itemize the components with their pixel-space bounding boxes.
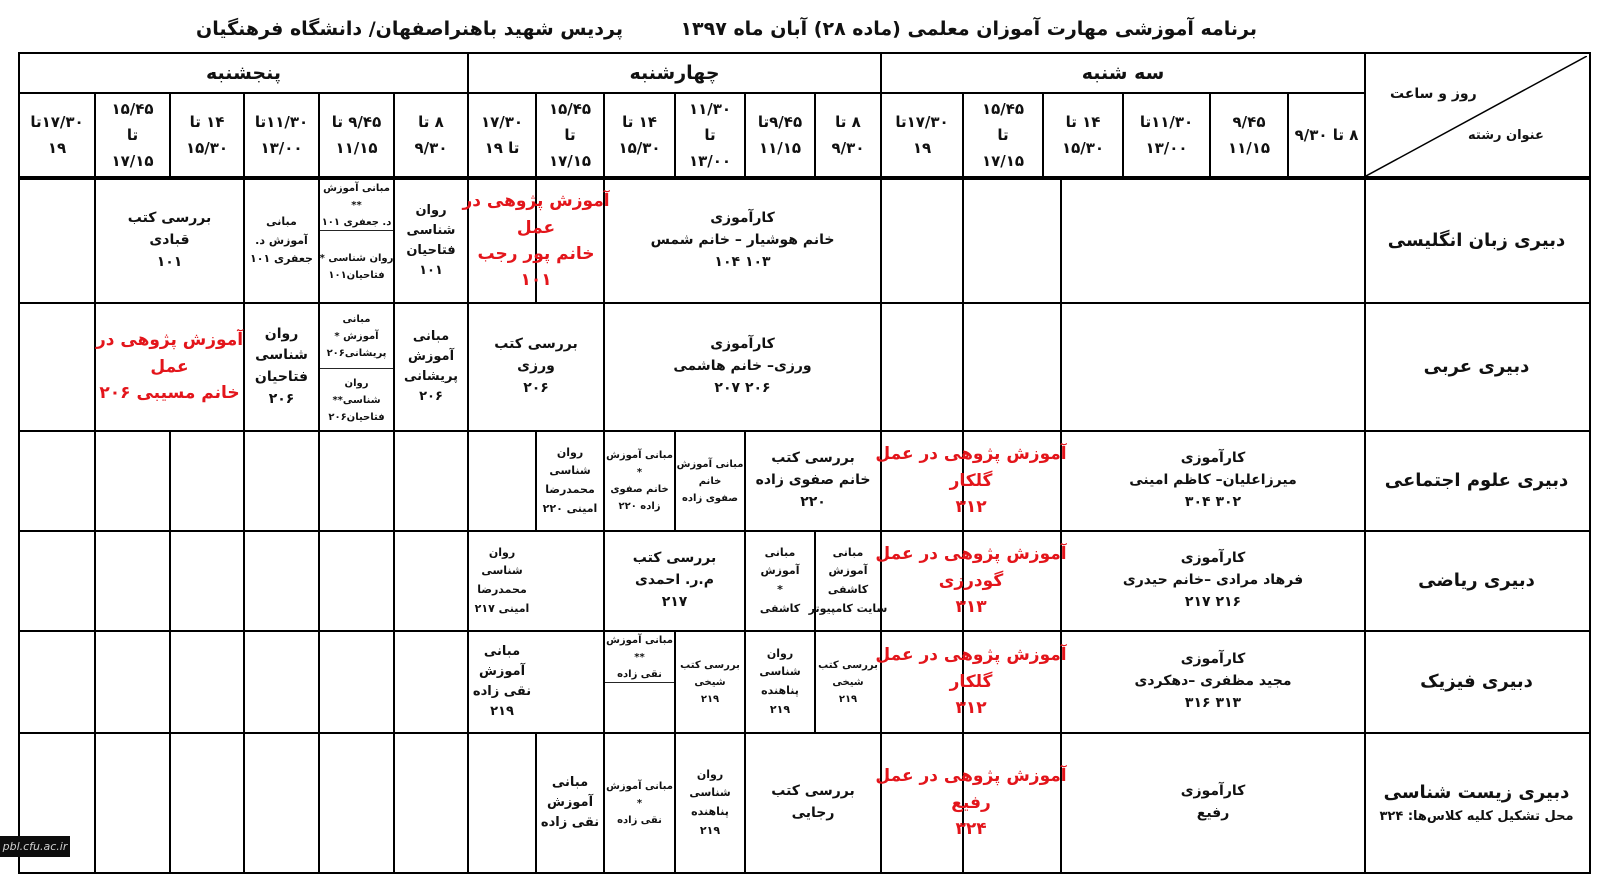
cell-text: مبانی — [832, 545, 864, 559]
cell-text: مبانی — [551, 774, 589, 790]
cell-text: ۲۰۶ — [523, 379, 549, 396]
cell-text: زاده ۲۲۰ — [618, 501, 661, 512]
cell-text: ۲۱۶ ۲۱۷ — [1184, 593, 1242, 610]
cell-text: عمل — [150, 356, 189, 377]
cell-text: بررسی کتب — [680, 659, 740, 671]
grid-line — [94, 732, 96, 872]
cell-text: خانم صفوی — [610, 484, 669, 495]
cell-text: فتاحیان۲۰۶ — [328, 411, 385, 423]
grid-line — [393, 530, 395, 630]
cell-text: آموزش پژوهی در عمل — [875, 766, 1067, 787]
cell-text: مبانی آموزش — [676, 458, 744, 470]
cell-text: کارآموزی — [1180, 783, 1246, 800]
physics-wed-barresi1 — [816, 632, 880, 732]
cell-text: شناسی — [689, 786, 731, 800]
cell-text: ۲۱۹ — [490, 704, 514, 720]
social-wed-mabani1 — [676, 432, 744, 530]
cell-text: بررسی کتب — [494, 336, 578, 353]
slot-text: ۱۱/۳۰تا — [1139, 112, 1194, 131]
cell-text: ۲۰۶ — [419, 389, 443, 405]
cell-text: گودرزی — [938, 570, 1004, 591]
cell-text: پریشانی۲۰۶ — [326, 347, 387, 359]
grid-line — [467, 54, 469, 874]
social-wed-barresi — [746, 432, 880, 530]
cell-text: آموزش پژوهی در عمل — [875, 544, 1067, 565]
bio-wed-ravan — [676, 734, 744, 872]
cell-text: روان — [264, 325, 299, 342]
arabic-thu-ravan — [245, 304, 318, 430]
major-3 — [1366, 532, 1587, 630]
social-tue-karamoozi — [1062, 432, 1364, 530]
site-logo: pbl.cfu.ac.ir — [0, 836, 70, 857]
slot-text: تا ۱۹ — [484, 139, 520, 157]
social-tue-research — [875, 432, 1067, 530]
slot-text: ۹/۴۵ — [1232, 112, 1266, 131]
social-wed-ravan — [537, 432, 603, 530]
cell-text: خانم پور رجب — [477, 244, 595, 264]
grid-line — [243, 732, 245, 872]
cell-text: فرهاد مرادی –خانم حیدری — [1122, 572, 1304, 589]
slot-text: ۱۹ — [912, 139, 932, 157]
slot-text: ۱۷/۱۵ — [981, 152, 1025, 171]
day-wednesday: چهارشنبه — [629, 62, 720, 85]
cell-text: آموزش پژوهی در — [462, 191, 610, 212]
cell-text: شناسی — [481, 564, 523, 578]
major-2 — [1366, 432, 1587, 530]
math-wed-mabani2 — [746, 532, 814, 630]
cell-text: ۲۱۹ — [769, 702, 791, 716]
grid-line — [318, 530, 320, 630]
cell-text: ۱۰۳ ۱۰۴ — [714, 253, 771, 270]
math-tue-karamoozi — [1062, 532, 1364, 630]
english-thu-mabani-top — [320, 180, 393, 230]
cell-text: پریشانی — [404, 369, 458, 384]
physics-tue-research — [875, 632, 1067, 732]
tuesday-slot-4 — [1044, 94, 1122, 176]
cell-text: روان شناسی * — [319, 253, 394, 264]
slot-text: ۱۳/۰۰ — [1145, 139, 1188, 157]
grid-line — [169, 430, 171, 530]
cell-text: ۱۰۱ — [520, 270, 552, 291]
english-thu-mabani — [245, 180, 318, 302]
math-wed-barresi — [605, 532, 744, 630]
slot-text: ۱۷/۱۵ — [111, 152, 154, 171]
cell-text: ۳۱۳ ۳۱۶ — [1184, 694, 1242, 711]
cell-text: آموزش — [760, 564, 800, 578]
cell-text: ۱۰۱ — [156, 253, 183, 270]
slot-text: ۱۴ تا — [189, 112, 225, 131]
cell-text: ۳۲۴ — [955, 819, 987, 840]
cell-text: گلکار — [949, 671, 993, 692]
bio-tue-karamoozi — [1062, 734, 1364, 872]
wednesday-slot-1 — [816, 94, 880, 176]
cell-text: قبادی — [149, 232, 190, 249]
slot-text: ۱۵/۴۵ — [111, 99, 154, 118]
major-1 — [1366, 304, 1587, 430]
cell-text: * — [636, 467, 643, 478]
slot-text: ۹/۴۵ تا — [331, 112, 382, 131]
cell-text: شناسی** — [332, 394, 381, 406]
cell-text: مجید مظفری –دهکردی — [1134, 673, 1292, 690]
grid-line — [318, 430, 320, 530]
bio-tue-research — [875, 734, 1067, 872]
cell-text: فتاحیان — [406, 243, 456, 258]
cell-text: کاشفی — [827, 583, 869, 596]
cell-text: مبانی — [266, 214, 297, 228]
slot-text: ۱۵/۴۵ — [981, 99, 1025, 118]
cell-text: آموزش — [478, 663, 526, 679]
major-label: دبیری ریاضی — [1418, 570, 1535, 592]
cell-text: ۳۱۳ — [955, 597, 987, 618]
slot-text: ۱۱/۳۰ — [688, 99, 732, 118]
cell-text: شیخی — [694, 676, 726, 688]
cell-text: رجایی — [791, 805, 835, 821]
cell-text: پناهنده — [761, 684, 799, 697]
cell-text: گلکار — [949, 470, 993, 491]
cell-text: خانم هوشیار – خانم شمس — [650, 232, 835, 249]
cell-text: ** — [634, 651, 645, 663]
slot-text: ۱۱/۱۵ — [1227, 139, 1271, 157]
thursday-slot-4 — [171, 94, 243, 176]
arabic-wed-barresi — [469, 304, 603, 430]
corner-major-label: عنوان رشته — [1468, 128, 1544, 143]
grid-line — [169, 530, 171, 630]
slot-text: ۸ تا — [418, 112, 444, 131]
major-0 — [1366, 180, 1587, 302]
grid-line — [962, 302, 964, 430]
physics-tue-karamoozi — [1062, 632, 1364, 732]
cell-text: محمدرضا — [477, 583, 527, 596]
cell-text: مبانی آموزش — [606, 780, 673, 792]
cell-text: ۲۰۶ — [268, 390, 295, 407]
tuesday-slot-1 — [1289, 94, 1364, 176]
cell-text: بررسی کتب — [818, 659, 878, 671]
slot-text: ۱۱/۱۵ — [335, 139, 378, 157]
cell-text: نقی زاده — [617, 668, 662, 680]
slot-text: تا — [564, 125, 576, 144]
slot-text: ۱۵/۳۰ — [1061, 139, 1105, 157]
physics-wed-mabani — [469, 632, 535, 732]
slot-text: ۱۷/۳۰ — [480, 112, 524, 131]
slot-text: ۱۷/۳۰تا — [30, 112, 84, 131]
tuesday-slot-6 — [882, 94, 962, 176]
arabic-wed-karamoozi — [605, 304, 880, 430]
cell-text: آموزش * — [334, 330, 379, 342]
grid-line — [962, 178, 964, 302]
slot-text: ۱۷/۱۵ — [548, 152, 592, 171]
grid-line — [393, 430, 395, 530]
cell-text: مبانی آموزش — [323, 182, 390, 194]
cell-text: ۲۱۷ — [661, 593, 688, 610]
cell-text: روان — [344, 377, 369, 389]
cell-text: مبانی — [342, 313, 371, 325]
grid-line — [94, 430, 96, 530]
grid-line — [94, 530, 96, 630]
slot-text: ۹/۴۵تا — [757, 112, 803, 131]
cell-text: ۳۱۲ — [955, 698, 987, 719]
cell-text: بررسی کتب — [771, 783, 855, 800]
cell-text: مبانی آموزش — [606, 450, 673, 461]
day-tuesday: سه شنبه — [1081, 62, 1165, 85]
schedule-title: برنامه آموزشی مهارت آموزان معلمی (ماده ۲۸) آبان ماه ۱۳۹۷ — [680, 18, 1257, 40]
cell-text: جعفری ۱۰۱ — [250, 252, 313, 266]
tuesday-slot-2 — [1211, 94, 1287, 176]
cell-text: روان — [766, 646, 794, 660]
cell-text: ۲۱۹ — [699, 823, 721, 837]
major-label: دبیری علوم اجتماعی — [1384, 470, 1569, 492]
bio-wed-mabani — [537, 734, 603, 872]
cell-text: امینی ۲۲۰ — [542, 501, 598, 515]
english-thu-ravan — [395, 180, 467, 302]
grid-line — [393, 630, 395, 732]
slot-text: ۱۴ تا — [1065, 112, 1101, 131]
cell-text: سایت کامپیوتر — [808, 601, 888, 615]
wednesday-slot-2 — [746, 94, 814, 176]
arabic-thu-mabani — [395, 304, 467, 430]
cell-text: مبانی — [483, 643, 521, 659]
slot-text: ۱۷/۳۰تا — [895, 112, 949, 131]
major-5 — [1366, 734, 1587, 872]
cell-text: خانم — [698, 475, 722, 487]
cell-text: بررسی کتب — [632, 550, 717, 567]
cell-text: ورزی — [517, 358, 555, 375]
slot-text: تا — [126, 125, 139, 144]
grid-line — [318, 630, 320, 732]
cell-text: فتاحیان — [254, 369, 309, 385]
thursday-slot-3 — [245, 94, 318, 176]
cell-text: میرزاعلیان– کاظم امینی — [1129, 472, 1297, 489]
cell-text: مبانی — [412, 328, 450, 344]
math-wed-ravan — [469, 532, 535, 630]
wednesday-slot-3 — [676, 94, 744, 176]
slot-text: تا — [997, 125, 1009, 144]
major-label: دبیری زبان انگلیسی — [1387, 230, 1566, 252]
cell-text: شناسی — [549, 464, 591, 478]
slot-text: ۱۱/۳۰تا — [254, 112, 309, 131]
tuesday-slot-3 — [1124, 94, 1209, 176]
bio-wed-mabani-small — [605, 734, 674, 872]
cell-text: آموزش — [407, 348, 455, 364]
math-tue-research — [875, 532, 1067, 630]
grid-line — [318, 732, 320, 872]
grid-line — [1060, 178, 1062, 302]
major-note: محل تشکیل کلیه کلاس‌ها: ۳۲۴ — [1379, 808, 1574, 824]
grid-line — [1060, 302, 1062, 430]
cell-text: ** — [351, 199, 362, 211]
cell-text: م.ر. احمدی — [634, 572, 715, 589]
cell-text: ۳۱۲ — [955, 497, 987, 518]
cell-text: مبانی آموزش — [606, 634, 673, 646]
english-wed-research — [462, 180, 610, 302]
slot-text: ۸ تا ۹/۳۰ — [1294, 125, 1359, 144]
wednesday-slot-6 — [469, 94, 535, 176]
cell-text: صفوی زاده — [682, 492, 738, 504]
grid-line — [169, 732, 171, 872]
arabic-thu-mabani-top — [320, 304, 393, 368]
grid-line — [243, 530, 245, 630]
grid-line — [243, 630, 245, 732]
corner-day-time-label: روز و ساعت — [1390, 86, 1477, 102]
cell-text: آموزش پژوهی در عمل — [875, 645, 1067, 666]
cell-text: روان — [488, 545, 516, 559]
cell-text: کارآموزی — [710, 210, 775, 227]
cell-text: ۱۰۱ — [419, 263, 443, 279]
wednesday-slot-4 — [605, 94, 674, 176]
cell-text: نقی زاده — [617, 814, 662, 826]
cell-text: د. جعفری ۱۰۱ — [321, 216, 392, 228]
cell-text: آموزش — [828, 564, 868, 578]
cell-text: کارآموزی — [1180, 651, 1246, 668]
slot-text: تا — [704, 125, 716, 144]
cell-text: شناسی — [255, 347, 308, 364]
slot-text: ۱۴ تا — [622, 112, 657, 131]
cell-text: محمدرضا — [545, 483, 595, 496]
slot-text: ۱۱/۱۵ — [758, 139, 802, 157]
cell-text: خانم صفوی زاده — [755, 472, 871, 489]
cell-text: رفیع — [951, 792, 991, 813]
cell-text: آموزش پژوهی در عمل — [875, 444, 1067, 465]
physics-wed-barresi2 — [676, 632, 744, 732]
cell-text: مبانی — [764, 545, 796, 559]
cell-text: ۲۲۰ — [800, 493, 826, 510]
thursday-slot-1 — [395, 94, 467, 176]
grid-line — [393, 732, 395, 872]
cell-text: نقی زاده — [472, 684, 532, 699]
english-thu-ravan-bottom — [320, 232, 393, 302]
physics-wed-mabani-top — [605, 632, 674, 682]
physics-wed-ravan — [746, 632, 814, 732]
cell-text: رفیع — [1196, 805, 1230, 821]
cell-text: روان — [556, 445, 584, 459]
slot-text: ۹/۳۰ — [831, 139, 865, 157]
major-label: دبیری زیست شناسی — [1383, 781, 1570, 803]
cell-text: ۲۱۹ — [838, 693, 858, 705]
major-label: دبیری فیزیک — [1420, 671, 1533, 693]
cell-text: شناسی — [759, 665, 801, 679]
cell-text: ۳۰۲ ۳۰۴ — [1184, 493, 1242, 510]
cell-text: خانم مسیبی ۲۰۶ — [99, 383, 240, 404]
grid-line — [169, 630, 171, 732]
slot-text: ۱۳/۰۰ — [688, 152, 732, 171]
corner-diagonal — [1366, 56, 1587, 176]
cell-text: کارآموزی — [710, 336, 775, 353]
cell-text: آموزش — [546, 794, 594, 810]
arabic-thu-research — [96, 304, 243, 430]
slot-text: ۱۳/۰۰ — [260, 139, 303, 157]
cell-text: آموزش د. — [255, 233, 308, 247]
arabic-thu-ravan-bottom — [320, 370, 393, 430]
slot-text: ۱۹ — [47, 139, 67, 157]
slot-text: ۱۵/۴۵ — [548, 99, 592, 118]
cell-text: روان — [415, 202, 447, 218]
cell-text: * — [777, 583, 783, 596]
grid-line — [94, 630, 96, 732]
cell-text: شناسی — [406, 222, 456, 238]
cell-text: فتاحیان۱۰۱ — [328, 270, 385, 281]
cell-text: امینی ۲۱۷ — [474, 601, 530, 615]
cell-text: ۲۱۹ — [700, 693, 720, 705]
cell-text: کارآموزی — [1180, 450, 1246, 467]
cell-text: ۲۰۶ ۲۰۷ — [714, 379, 771, 396]
slot-text: ۹/۳۰ — [414, 139, 448, 157]
cell-text: نقی زاده — [540, 815, 600, 831]
english-wed-karamoozi — [605, 180, 880, 302]
thursday-slot-6 — [20, 94, 94, 176]
cell-text: کارآموزی — [1180, 550, 1246, 567]
bio-wed-barresi — [746, 734, 880, 872]
slot-text: ۱۵/۳۰ — [618, 139, 661, 157]
grid-line — [243, 430, 245, 530]
major-label: دبیری عربی — [1423, 356, 1530, 378]
cell-text: بررسی کتب — [771, 450, 855, 467]
thursday-slot-5 — [96, 94, 169, 176]
cell-text: * — [636, 797, 643, 809]
campus-title: پردیس شهید باهنراصفهان/ دانشگاه فرهنگیان — [196, 18, 623, 40]
cell-text: روان — [696, 767, 724, 781]
grid-line — [318, 368, 393, 369]
tuesday-slot-5 — [964, 94, 1042, 176]
wednesday-slot-5 — [537, 94, 603, 176]
day-thursday: پنجشنبه — [206, 62, 281, 85]
cell-text: بررسی کتب — [127, 210, 212, 227]
cell-text: پناهنده — [691, 805, 729, 818]
cell-text: عمل — [516, 217, 556, 238]
cell-text: کاشفی — [759, 601, 801, 615]
cell-text: آموزش پژوهی در — [95, 330, 244, 351]
slot-text: ۸ تا — [835, 112, 861, 131]
major-4 — [1366, 632, 1587, 732]
cell-text: ورزی– خانم هاشمی — [673, 358, 812, 375]
math-wed-mabani1 — [808, 532, 888, 630]
cell-text: شیخی — [832, 676, 864, 688]
slot-text: ۱۵/۳۰ — [185, 139, 229, 157]
thursday-slot-2 — [320, 94, 393, 176]
english-thu-barresi — [96, 180, 243, 302]
social-wed-mabani2 — [605, 432, 674, 530]
